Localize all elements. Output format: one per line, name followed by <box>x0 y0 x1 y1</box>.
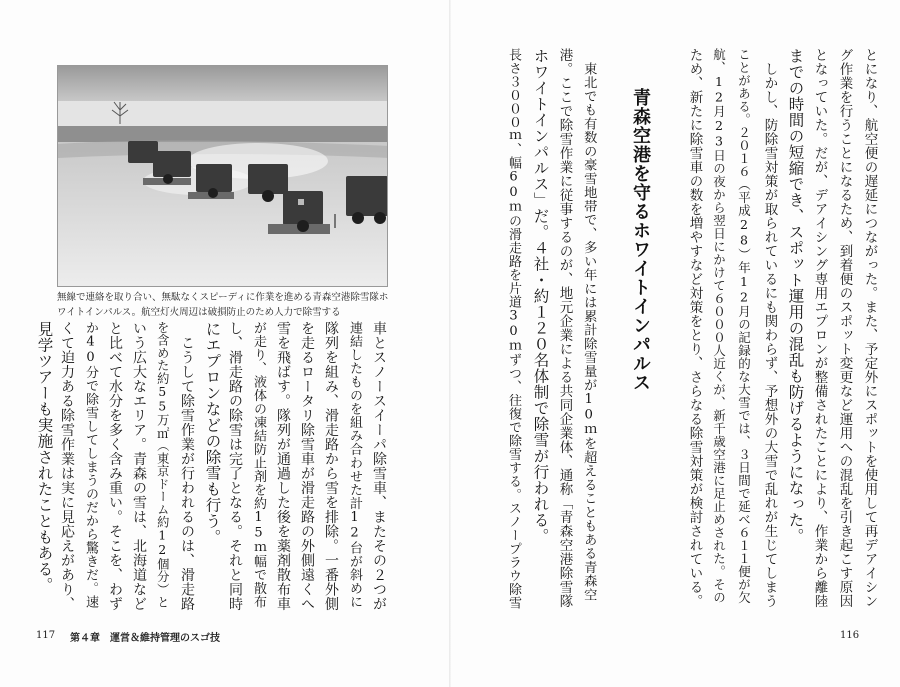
body-line: 長さ３０００ｍ、幅60ｍの滑走路を片道30ｍずつ、往復で除雪する。スノープラウ除雪 <box>506 48 521 610</box>
body-line: 航、12月23日の夜から翌日にかけて６０００人近くが、新千歳空港に足止めされた。その <box>711 48 727 604</box>
photo-caption: 無線で連絡を取り合い、無駄なくスピーディに作業を進める青森空港除雪隊ホワイトインパルス。航空灯火周辺は破損防止のため人力で除雪する <box>57 292 389 318</box>
body-line: を走るロータリ除雪車が滑走路の外側遠くへ <box>299 321 315 611</box>
body-line: 雪を飛ばす。隊列が通過した後を薬剤散布車 <box>275 321 291 611</box>
body-line: 隊列を組み、滑走路から雪を排除。一番外側 <box>323 321 339 611</box>
body-line: ホワイトインパルス」だ。４社・約１２０名体制で除雪が行われる。 <box>531 48 550 544</box>
body-line: 港。ここで除雪作業に従事するのが、地元企業による共同企業体、通称「青森空港除雪隊 <box>556 48 573 608</box>
body-line: を含めた約55万㎡（東京ドーム約12個分）と <box>155 321 170 609</box>
body-line: くて迫力ある除雪作業は実に見応えがあり、 <box>59 321 75 611</box>
body-line: か40分で除雪してしまうのだから驚きだ。速 <box>83 321 98 609</box>
body-line: とになり、航空便の遅延につながった。また、予定外にスポットを使用して再デアイシン <box>861 48 878 608</box>
body-line: にエプロンなどの除雪も行う。 <box>203 321 222 545</box>
body-line: グ作業を行うことになるため、到着便のスポット変更など運用への混乱を引き起こす原因 <box>836 48 853 608</box>
page-number-left: 117 <box>36 630 56 641</box>
photo-illustration <box>58 66 388 287</box>
body-line: しかし、防除雪対策が取られているにも関わらず、予想外の大雪で乱れが生じてしまう <box>761 48 778 608</box>
body-line: ことがある。２０１６（平成28）年12月の記録的な大雪では、３日間で延べ６１１便が欠 <box>736 48 752 604</box>
page-number-right: 116 <box>840 630 860 641</box>
body-line: と比べて水分を多く含み重い。そこを、わず <box>107 321 123 611</box>
body-line: 東北でも有数の豪雪地帯で、多い年には累計除雪量が10ｍを超えることもある青森空 <box>581 48 597 602</box>
page-gutter <box>449 0 451 687</box>
body-line: し、滑走路の除雪は完了となる。それと同時 <box>227 321 243 611</box>
running-head: 第４章 運営＆維持管理のスゴ技 <box>70 633 220 644</box>
body-line: までの時間の短縮でき、スポット運用の混乱も防げるようになった。 <box>786 48 805 544</box>
body-line: ため、新たに除雪車の数を増やすなど対策をとり、さらなる除雪対策が検討されている。 <box>686 48 703 608</box>
body-line: 見学ツアーも実施されたこともある。 <box>35 321 54 593</box>
body-line: こうして除雪作業が行われるのは、滑走路 <box>179 321 195 611</box>
body-line: となっていた。だが、デアイシング専用エプロンが整備されたことにより、作業から離陸 <box>811 48 828 608</box>
section-heading: 青森空港を守るホワイトインパルス <box>630 88 651 392</box>
body-line: 連結したものを組み合わせた計12台が斜めに <box>347 321 362 609</box>
body-line: 車とスノースイーパ除雪車、またその２つが <box>371 321 387 611</box>
snow-removal-photo <box>57 65 388 287</box>
body-line: が走り、液体の凍結防止剤を約15ｍ幅で散布 <box>251 321 266 609</box>
body-line: いう広大なエリア。青森の雪は、北海道など <box>131 321 147 611</box>
